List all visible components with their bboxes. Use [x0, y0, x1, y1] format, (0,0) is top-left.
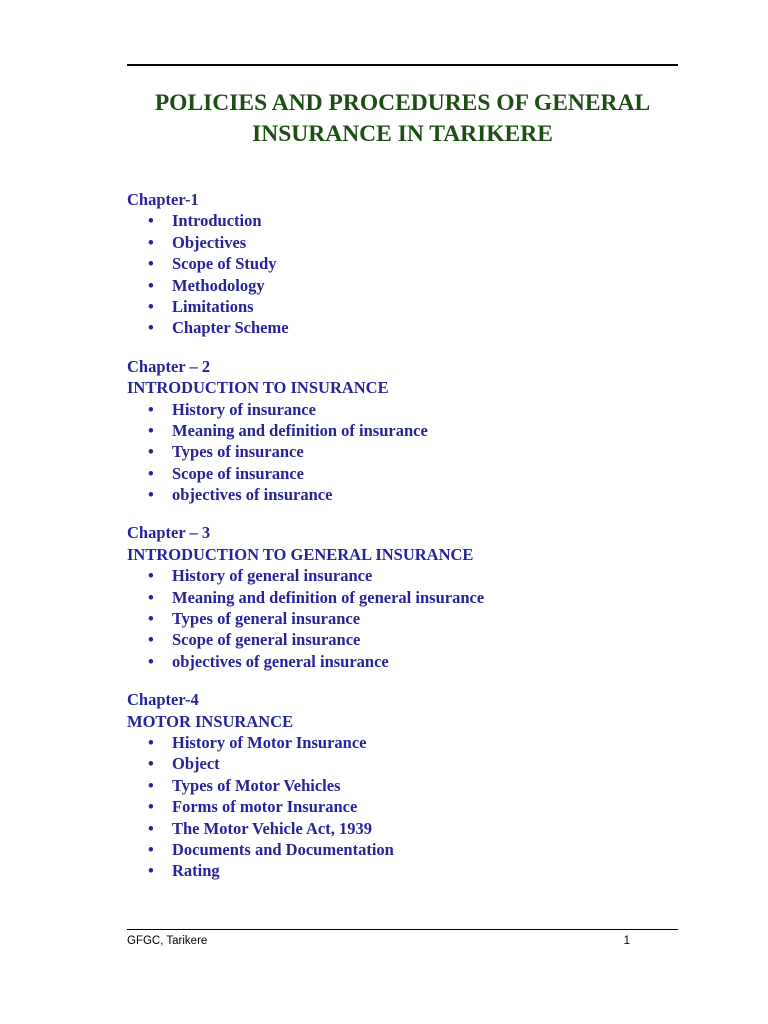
- chapter-item: • Objectives: [127, 232, 678, 253]
- chapter-2: [127, 356, 678, 506]
- chapter-item: • Meaning and definition of insurance: [127, 420, 678, 441]
- chapter-item: • Documents and Documentation: [127, 839, 678, 860]
- table-of-contents: [127, 189, 678, 899]
- document-title: [127, 88, 678, 150]
- chapter-subtitle: INTRODUCTION TO INSURANCE: [127, 378, 389, 398]
- chapter-heading: Chapter-1: [127, 190, 199, 209]
- chapter-item-list: [127, 210, 678, 338]
- chapter-item: • Types of insurance: [127, 441, 678, 462]
- chapter-item: • Limitations: [127, 296, 678, 317]
- chapter-item: • Scope of general insurance: [127, 629, 678, 650]
- chapter-item: • objectives of general insurance: [127, 651, 678, 672]
- chapter-3: [127, 522, 678, 672]
- chapter-item: • Types of Motor Vehicles: [127, 775, 678, 796]
- chapter-item: • Methodology: [127, 275, 678, 296]
- chapter-heading: Chapter – 2: [127, 356, 211, 376]
- title-line-2: INSURANCE IN TARIKERE: [252, 121, 553, 147]
- chapter-item: • objectives of insurance: [127, 484, 678, 505]
- chapter-heading: Chapter-4: [127, 690, 199, 710]
- chapter-item: • History of Motor Insurance: [127, 732, 678, 753]
- chapter-item-list: [127, 399, 678, 506]
- chapter-item-list: [127, 732, 678, 882]
- chapter-item: • Introduction: [127, 210, 678, 231]
- chapter-subtitle: MOTOR INSURANCE: [127, 711, 294, 731]
- chapter-item: • Forms of motor Insurance: [127, 796, 678, 817]
- chapter-item-list: [127, 565, 678, 672]
- title-line-1: POLICIES AND PROCEDURES OF GENERAL: [154, 90, 651, 116]
- page-number: 1: [623, 935, 630, 947]
- chapter-item: • Types of general insurance: [127, 608, 678, 629]
- chapter-4: [127, 689, 678, 882]
- chapter-item: • Chapter Scheme: [127, 317, 678, 338]
- chapter-item: • History of general insurance: [127, 565, 678, 586]
- footer-institution: GFGC, Tarikere: [127, 935, 208, 947]
- header-rule: [127, 64, 678, 66]
- chapter-item: • Object: [127, 753, 678, 774]
- chapter-item: • Meaning and definition of general insurance: [127, 587, 678, 608]
- chapter-1: [127, 189, 678, 339]
- chapter-heading: Chapter – 3: [127, 523, 211, 543]
- chapter-item: • Rating: [127, 860, 678, 881]
- chapter-item: • History of insurance: [127, 399, 678, 420]
- chapter-item: • The Motor Vehicle Act, 1939: [127, 818, 678, 839]
- chapter-item: • Scope of Study: [127, 253, 678, 274]
- footer-rule: [127, 929, 678, 930]
- chapter-item: • Scope of insurance: [127, 463, 678, 484]
- chapter-subtitle: INTRODUCTION TO GENERAL INSURANCE: [127, 544, 474, 564]
